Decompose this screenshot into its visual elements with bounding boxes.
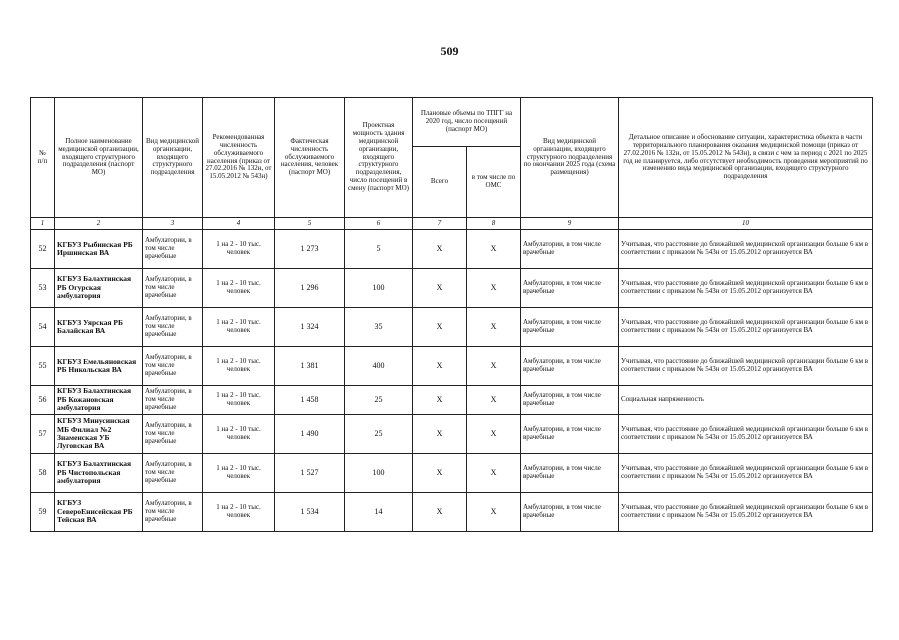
cell-description: Учитывая, что расстояние до ближайшей медицинской организации больше 6 км в соответствии с приказом № 543н от 15.05.2012 организуется ВА xyxy=(619,308,873,347)
cell-num: 58 xyxy=(31,454,55,493)
header-name: Полное наименование медицинской организации, входящего структурного подразделения (паспорт МО) xyxy=(55,98,143,218)
column-number: 5 xyxy=(275,218,345,230)
cell-capacity: 100 xyxy=(345,269,413,308)
cell-actual: 1 324 xyxy=(275,308,345,347)
cell-actual: 1 296 xyxy=(275,269,345,308)
cell-oms: X xyxy=(467,493,521,532)
column-number: 1 xyxy=(31,218,55,230)
cell-name: КГБУЗ Рыбинская РБ Иршинская ВА xyxy=(55,230,143,269)
cell-num: 52 xyxy=(31,230,55,269)
cell-name: КГБУЗ Балахтинская РБ Чистопольская амбулатория xyxy=(55,454,143,493)
column-number: 8 xyxy=(467,218,521,230)
column-number: 9 xyxy=(521,218,619,230)
cell-actual: 1 534 xyxy=(275,493,345,532)
cell-type-2025: Амбулатории, в том числе врачебные xyxy=(521,415,619,454)
table-row xyxy=(31,454,873,493)
cell-recommended: 1 на 2 - 10 тыс. человек xyxy=(203,415,275,454)
cell-capacity: 25 xyxy=(345,386,413,415)
cell-total: X xyxy=(413,493,467,532)
cell-capacity: 100 xyxy=(345,454,413,493)
cell-description: Учитывая, что расстояние до ближайшей медицинской организации больше 6 км в соответствии с приказом № 543н от 15.05.2012 организуется ВА xyxy=(619,230,873,269)
cell-type: Амбулатории, в том числе врачебные xyxy=(143,415,203,454)
cell-oms: X xyxy=(467,269,521,308)
cell-oms: X xyxy=(467,454,521,493)
header-recommended: Рекомендованная численность обслуживаемого населения (приказ от 27.02.2016 № 132н, от 15.05.2012 № 543н) xyxy=(203,98,275,218)
column-number: 4 xyxy=(203,218,275,230)
cell-actual: 1 458 xyxy=(275,386,345,415)
cell-name: КГБУЗ СевероЕнисейская РБ Тейская ВА xyxy=(55,493,143,532)
header-row xyxy=(31,98,873,147)
cell-name: КГБУЗ Емельяновская РБ Никольская ВА xyxy=(55,347,143,386)
cell-recommended: 1 на 2 - 10 тыс. человек xyxy=(203,347,275,386)
cell-total: X xyxy=(413,454,467,493)
cell-type: Амбулатории, в том числе врачебные xyxy=(143,386,203,415)
table-row xyxy=(31,308,873,347)
column-numbers-row xyxy=(31,218,873,230)
cell-description: Учитывая, что расстояние до ближайшей медицинской организации больше 6 км в соответствии с приказом № 543н от 15.05.2012 организуется ВА xyxy=(619,347,873,386)
cell-description: Учитывая, что расстояние до ближайшей медицинской организации больше 6 км в соответствии с приказом № 543н от 15.05.2012 организуется ВА xyxy=(619,415,873,454)
header-planned-group: Плановые объемы по ТПГГ на 2020 год, число посещений (паспорт МО) xyxy=(413,98,521,147)
cell-capacity: 25 xyxy=(345,415,413,454)
cell-type-2025: Амбулатории, в том числе врачебные xyxy=(521,269,619,308)
cell-capacity: 14 xyxy=(345,493,413,532)
header-planned-total: Всего xyxy=(413,147,467,218)
cell-description: Учитывая, что расстояние до ближайшей медицинской организации больше 6 км в соответствии с приказом № 543н от 15.05.2012 организуется ВА xyxy=(619,493,873,532)
cell-type-2025: Амбулатории, в том числе врачебные xyxy=(521,347,619,386)
column-number: 10 xyxy=(619,218,873,230)
cell-type: Амбулатории, в том числе врачебные xyxy=(143,308,203,347)
column-number: 3 xyxy=(143,218,203,230)
cell-total: X xyxy=(413,269,467,308)
table-row xyxy=(31,347,873,386)
cell-capacity: 5 xyxy=(345,230,413,269)
page-number: 509 xyxy=(440,44,459,58)
header-actual: Фактическая численность обслуживаемого населения, человек (паспорт МО) xyxy=(275,98,345,218)
cell-actual: 1 273 xyxy=(275,230,345,269)
cell-actual: 1 490 xyxy=(275,415,345,454)
cell-capacity: 35 xyxy=(345,308,413,347)
cell-num: 55 xyxy=(31,347,55,386)
cell-recommended: 1 на 2 - 10 тыс. человек xyxy=(203,269,275,308)
column-number: 6 xyxy=(345,218,413,230)
cell-oms: X xyxy=(467,347,521,386)
cell-recommended: 1 на 2 - 10 тыс. человек xyxy=(203,386,275,415)
cell-total: X xyxy=(413,415,467,454)
facilities-table xyxy=(30,97,873,532)
cell-num: 56 xyxy=(31,386,55,415)
cell-description: Социальная напряженность xyxy=(619,386,873,415)
table-row xyxy=(31,386,873,415)
cell-actual: 1 381 xyxy=(275,347,345,386)
table-row xyxy=(31,415,873,454)
cell-total: X xyxy=(413,308,467,347)
cell-total: X xyxy=(413,386,467,415)
cell-name: КГБУЗ Уярская РБ Балайская ВА xyxy=(55,308,143,347)
cell-type-2025: Амбулатории, в том числе врачебные xyxy=(521,386,619,415)
cell-recommended: 1 на 2 - 10 тыс. человек xyxy=(203,308,275,347)
cell-description: Учитывая, что расстояние до ближайшей медицинской организации больше 6 км в соответствии с приказом № 543н от 15.05.2012 организуется ВА xyxy=(619,454,873,493)
cell-name: КГБУЗ Минусинская МБ Филиал №2 Знаменская УБ Луговская ВА xyxy=(55,415,143,454)
cell-type-2025: Амбулатории, в том числе врачебные xyxy=(521,308,619,347)
cell-type-2025: Амбулатории, в том числе врачебные xyxy=(521,230,619,269)
cell-num: 59 xyxy=(31,493,55,532)
cell-type: Амбулатории, в том числе врачебные xyxy=(143,269,203,308)
cell-type-2025: Амбулатории, в том числе врачебные xyxy=(521,493,619,532)
column-number: 2 xyxy=(55,218,143,230)
cell-total: X xyxy=(413,347,467,386)
cell-capacity: 400 xyxy=(345,347,413,386)
table-row xyxy=(31,493,873,532)
cell-num: 54 xyxy=(31,308,55,347)
cell-type: Амбулатории, в том числе врачебные xyxy=(143,230,203,269)
header-capacity: Проектная мощность здания медицинской организации, входящего структурного подразделения, число посещений в смену (паспорт МО) xyxy=(345,98,413,218)
header-type-2025: Вид медицинской организации, входящего структурного подразделения по окончании 2025 года (схема размещения) xyxy=(521,98,619,218)
cell-num: 53 xyxy=(31,269,55,308)
cell-type-2025: Амбулатории, в том числе врачебные xyxy=(521,454,619,493)
cell-recommended: 1 на 2 - 10 тыс. человек xyxy=(203,454,275,493)
cell-total: X xyxy=(413,230,467,269)
cell-type: Амбулатории, в том числе врачебные xyxy=(143,493,203,532)
cell-actual: 1 527 xyxy=(275,454,345,493)
cell-recommended: 1 на 2 - 10 тыс. человек xyxy=(203,230,275,269)
cell-type: Амбулатории, в том числе врачебные xyxy=(143,347,203,386)
header-type: Вид медицинской организации, входящего структурного подразделения xyxy=(143,98,203,218)
cell-name: КГБУЗ Балахтинская РБ Кожановская амбулатория xyxy=(55,386,143,415)
header-description: Детальное описание и обоснование ситуации, характеристика объекта в части территориального планирования оказания медицинской помощи (приказ от 27.02.2016 № 132н, от 15.05.2012 № 543н), в связи с чем за период с 2021 по 2025 год не планируется, либо отсутствует необходимость проведения мероприятий по изменению вида медицинской организации, входящего структурного подразделения xyxy=(619,98,873,218)
table-row xyxy=(31,230,873,269)
cell-type: Амбулатории, в том числе врачебные xyxy=(143,454,203,493)
cell-oms: X xyxy=(467,230,521,269)
cell-oms: X xyxy=(467,308,521,347)
column-number: 7 xyxy=(413,218,467,230)
cell-oms: X xyxy=(467,386,521,415)
cell-oms: X xyxy=(467,415,521,454)
cell-name: КГБУЗ Балахтинская РБ Огурская амбулатория xyxy=(55,269,143,308)
header-num: № п/п xyxy=(31,98,55,218)
cell-description: Учитывая, что расстояние до ближайшей медицинской организации больше 6 км в соответствии с приказом № 543н от 15.05.2012 организуется ВА xyxy=(619,269,873,308)
cell-num: 57 xyxy=(31,415,55,454)
table-row xyxy=(31,269,873,308)
cell-recommended: 1 на 2 - 10 тыс. человек xyxy=(203,493,275,532)
header-planned-oms: в том числе по ОМС xyxy=(467,147,521,218)
